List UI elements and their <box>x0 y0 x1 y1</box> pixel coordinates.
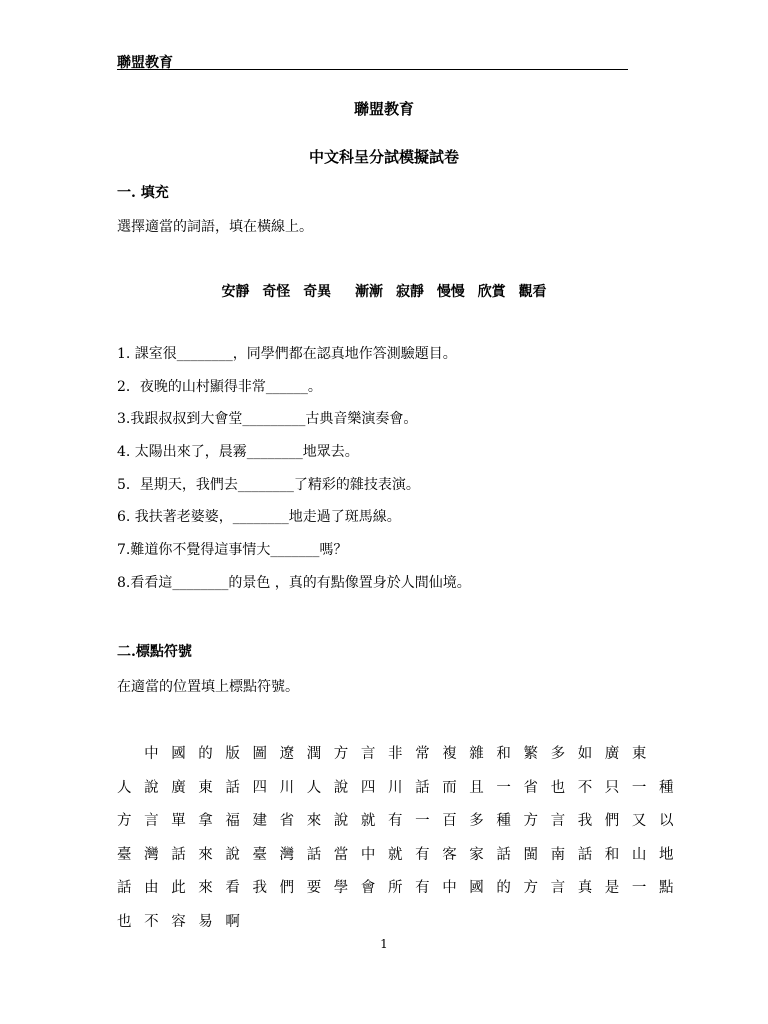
question-item: 4. 太陽出來了，晨霧________地眾去。 <box>117 444 359 461</box>
punctuation-passage <box>117 738 687 939</box>
question-list <box>117 344 637 606</box>
passage-line: 話由此來看我們要學會所有中國的方言真是一點 <box>117 880 687 896</box>
document-subtitle: 中文科呈分試模擬試卷 <box>308 148 459 166</box>
word-bank-item: 慢慢 <box>436 284 465 300</box>
section1-instruction: 選擇適當的詞語，填在橫線上。 <box>117 219 313 235</box>
passage-line: 方言單拿福建省來說就有一百多種方言我們又以 <box>117 813 687 829</box>
word-bank-item: 奇異 <box>303 284 332 300</box>
word-bank-item: 漸漸 <box>355 284 384 300</box>
question-item: 6. 我扶著老婆婆，________地走過了斑馬線。 <box>117 509 401 526</box>
page-number: 1 <box>380 937 388 951</box>
section2-instruction: 在適當的位置填上標點符號。 <box>117 679 299 695</box>
word-bank-item: 安靜 <box>221 284 250 300</box>
passage-line: 也不容易啊 <box>117 913 253 930</box>
word-bank-item: 奇怪 <box>262 284 291 300</box>
question-item: 2．夜晚的山村顯得非常______。 <box>117 378 322 395</box>
header-text: 聯盟教育 <box>117 55 173 71</box>
question-item: 8.看看這________的景色 ，真的有點像置身於人間仙境。 <box>117 574 471 591</box>
question-item: 5．星期天，我們去________了精彩的雜技表演。 <box>117 476 420 493</box>
question-item: 1. 課室很________，同學們都在認真地作答測驗題目。 <box>117 346 457 362</box>
passage-line: 臺灣話來說臺灣話當中就有客家話閩南話和山地 <box>117 846 687 863</box>
passage-line: 中國的版圖遼潤方言非常複雜和繁多如廣東 <box>117 746 659 762</box>
document-title: 聯盟教育 <box>353 100 414 118</box>
question-item: 3.我跟叔叔到大會堂_________古典音樂演奏會。 <box>117 411 418 428</box>
section1-heading: 一. 填充 <box>117 185 169 201</box>
question-item: 7.難道你不覺得這事情大_______嗎？ <box>117 542 348 559</box>
word-bank-item: 欣賞 <box>477 284 506 300</box>
section2-heading: 二.標點符號 <box>117 644 192 660</box>
word-bank-item: 寂靜 <box>395 284 424 300</box>
word-bank-item: 觀看 <box>518 284 547 300</box>
passage-line: 人說廣東話四川人說四川話而且一省也不只一種 <box>117 779 687 796</box>
word-bank <box>0 281 768 301</box>
page-header <box>117 52 628 70</box>
